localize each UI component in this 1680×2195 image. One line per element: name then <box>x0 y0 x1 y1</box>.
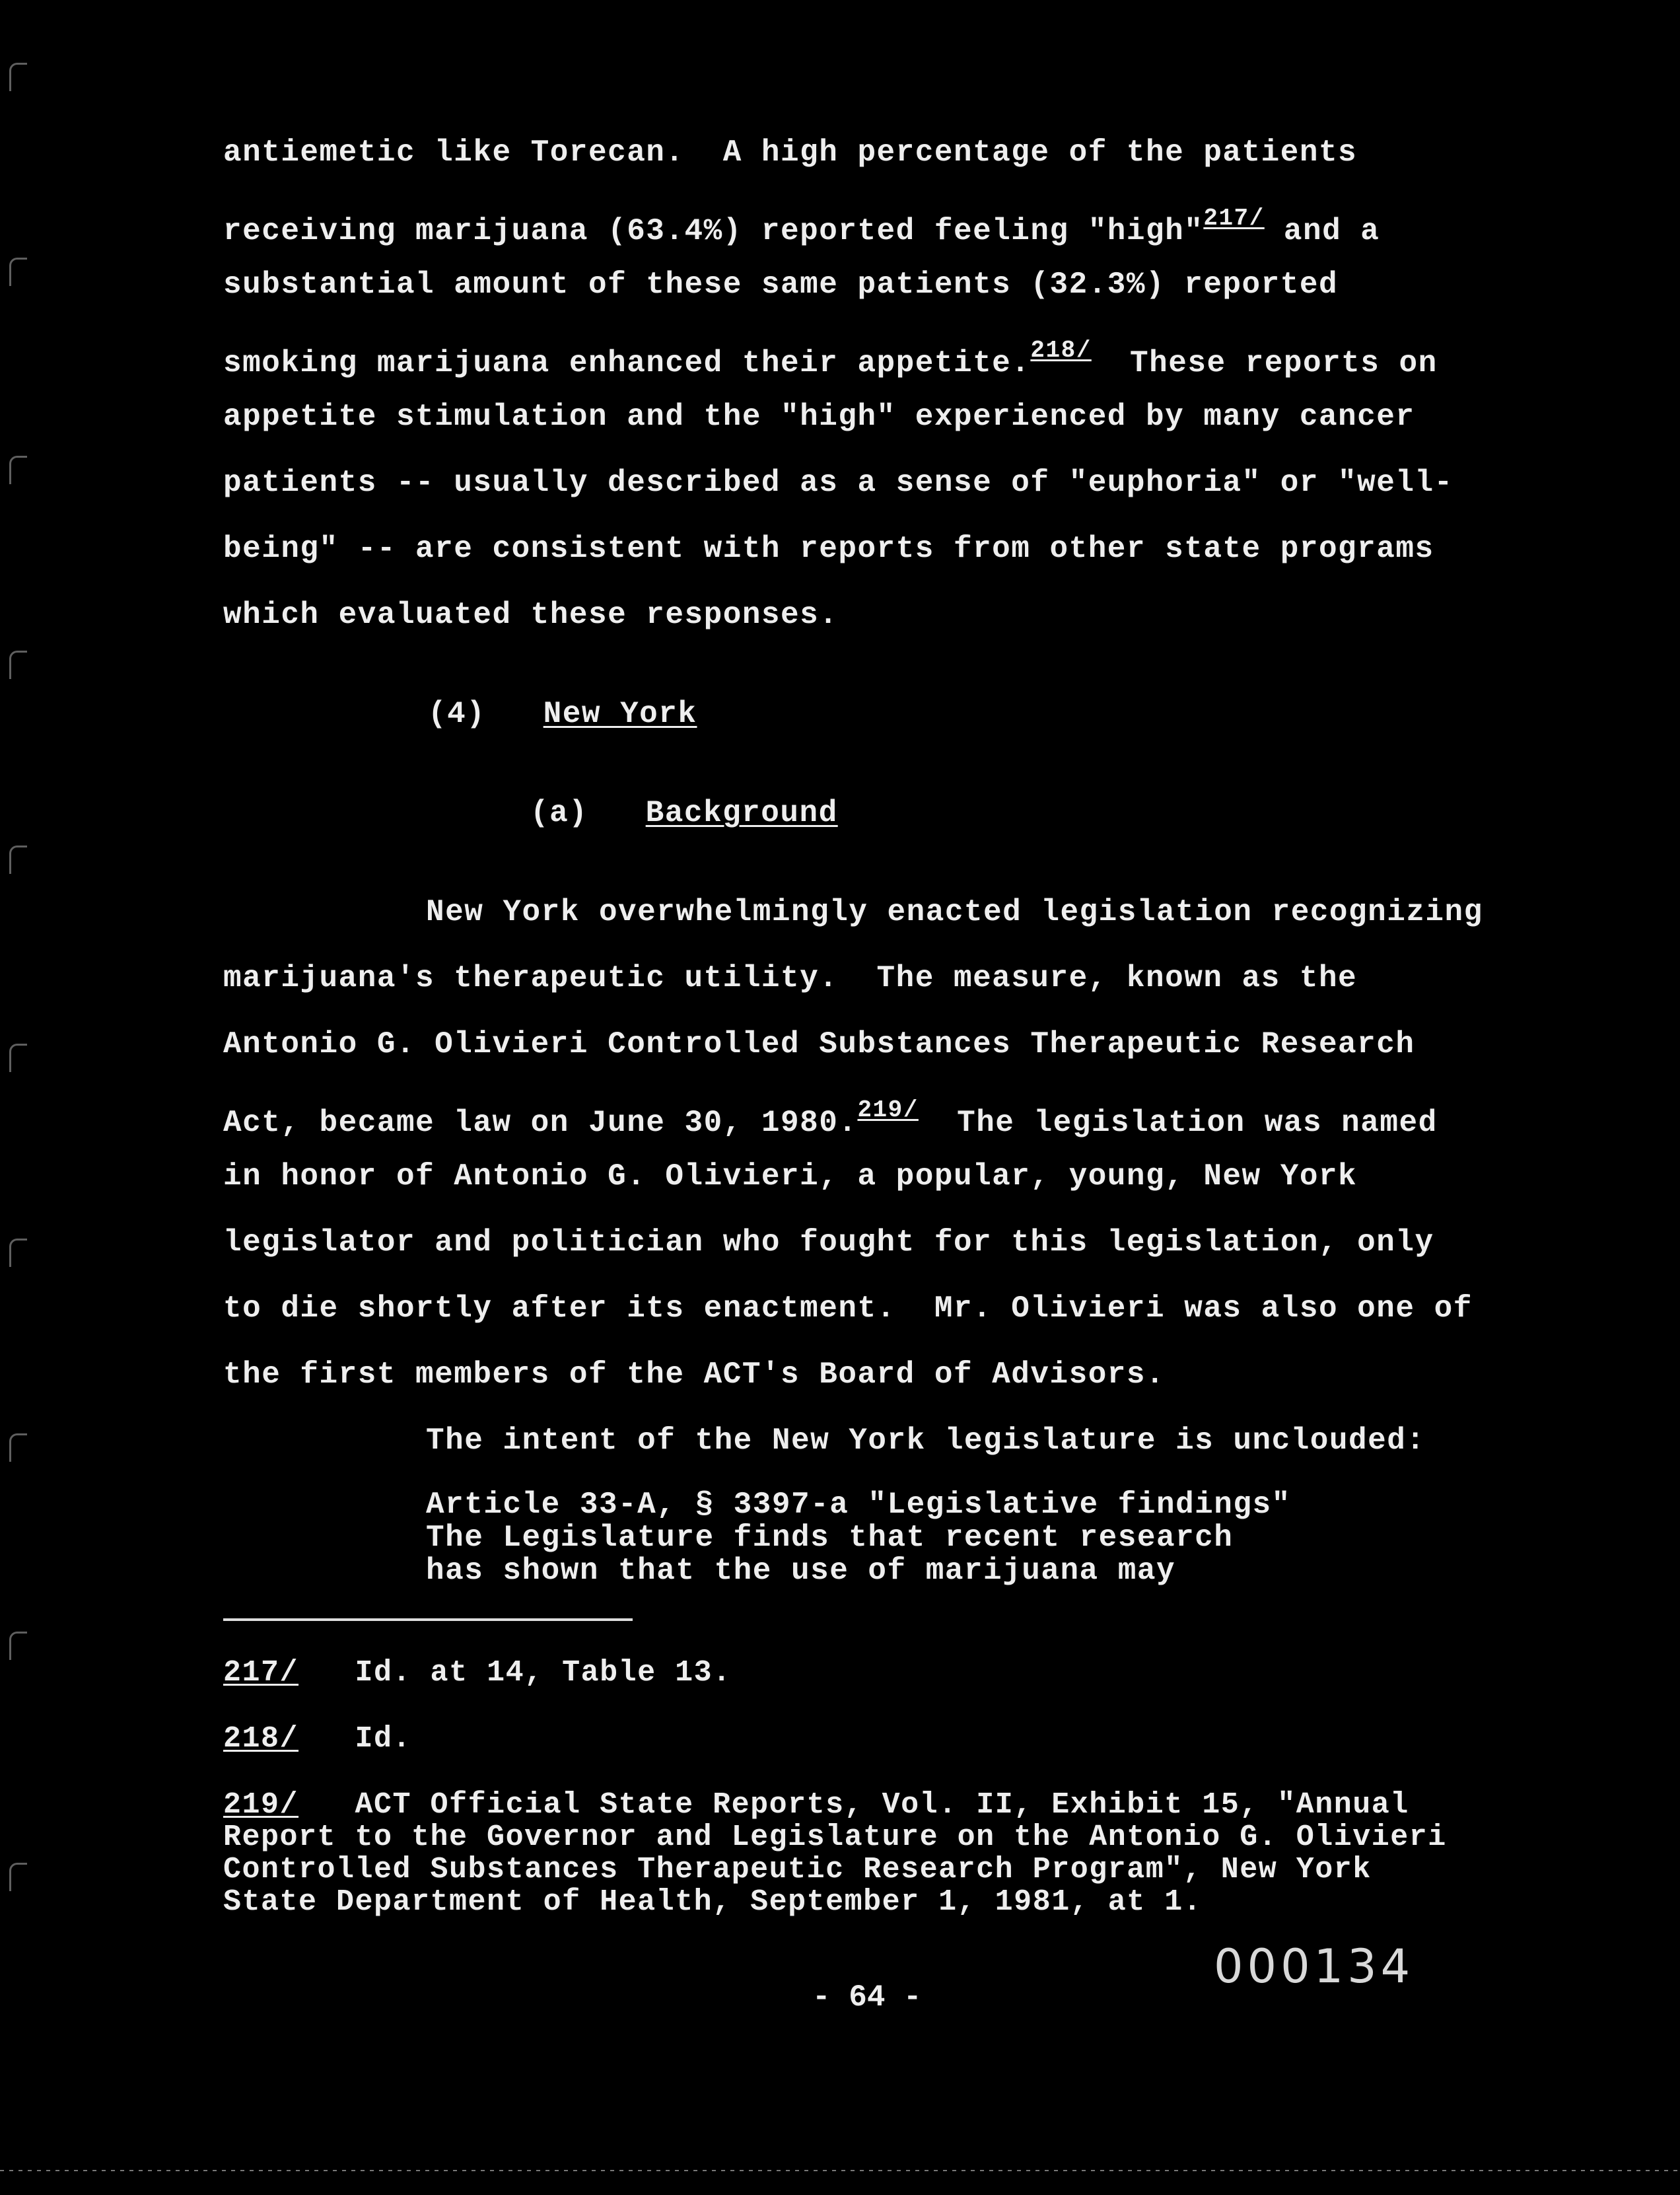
body-line: New York overwhelmingly enacted legislation recognizing <box>426 895 1483 929</box>
body-line: marijuana's therapeutic utility. The measure, known as the <box>223 961 1358 995</box>
scan-edge-mark <box>9 258 27 286</box>
section-heading-a: (a) Background <box>530 796 838 830</box>
scan-edge-mark <box>9 1433 27 1462</box>
footnote-219: 219/ ACT Official State Reports, Vol. II, Exhibit 15, "Annual <box>223 1788 1409 1822</box>
block-quote-line: has shown that the use of marijuana may <box>426 1554 1176 1588</box>
body-line: patients -- usually described as a sense of "euphoria" or "well- <box>223 466 1453 500</box>
section-title-new-york: New York <box>543 697 697 731</box>
body-line: to die shortly after its enactment. Mr. Olivieri was also one of <box>223 1291 1473 1326</box>
body-line: The intent of the New York legislature is unclouded: <box>426 1423 1426 1458</box>
body-line: smoking marijuana enhanced their appetite.$^{218/}$ These reports on <box>223 337 1438 380</box>
body-line: Act, became law on June 30, 1980.$^{219/}$ The legislation was named <box>223 1097 1438 1140</box>
body-line: being" -- are consistent with reports from other state programs <box>223 532 1434 566</box>
body-line: which evaluated these responses. <box>223 598 839 632</box>
scan-edge-mark <box>9 651 27 679</box>
footnote-number: 219/ <box>223 1788 299 1822</box>
section-title-background: Background <box>645 796 838 830</box>
scan-artifact-line <box>0 2170 1680 2171</box>
body-line: legislator and politician who fought for this legislation, only <box>223 1225 1434 1260</box>
scan-edge-mark <box>9 456 27 484</box>
footnote-ref-217[interactable]: 217/ <box>1203 205 1265 232</box>
body-line: antiemetic like Torecan. A high percentage of the patients <box>223 135 1358 170</box>
section-heading-4: (4) New York <box>428 697 697 731</box>
body-line: Antonio G. Olivieri Controlled Substances Therapeutic Research <box>223 1027 1415 1062</box>
footnote-218: 218/ Id. <box>223 1722 412 1756</box>
footnote-number: 217/ <box>223 1656 299 1690</box>
scan-edge-mark <box>9 63 27 91</box>
body-line: receiving marijuana (63.4%) reported feeling "high"$^{217/}$ and a <box>223 205 1380 248</box>
body-line: appetite stimulation and the "high" experienced by many cancer <box>223 400 1415 434</box>
page-number: - 64 - <box>812 1980 922 2015</box>
footnote-217: 217/ Id. at 14, Table 13. <box>223 1656 732 1690</box>
footnote-ref-219[interactable]: 219/ <box>857 1097 919 1124</box>
body-line: the first members of the ACT's Board of Advisors. <box>223 1357 1166 1392</box>
footnote-number: 218/ <box>223 1722 299 1756</box>
footnote-ref-218[interactable]: 218/ <box>1030 337 1092 364</box>
footnote-219-line: Report to the Governor and Legislature on the Antonio G. Olivieri <box>223 1820 1447 1854</box>
body-line: substantial amount of these same patients (32.3%) reported <box>223 268 1339 302</box>
scan-edge-mark <box>9 1632 27 1660</box>
scan-edge-mark <box>9 1044 27 1072</box>
block-quote-line: Article 33-A, § 3397-a "Legislative findings" <box>426 1488 1291 1522</box>
footnote-219-line: State Department of Health, September 1, 1981, at 1. <box>223 1885 1203 1919</box>
bates-number-stamp: 000134 <box>1214 1939 1415 1994</box>
footnote-separator <box>223 1618 633 1621</box>
scan-edge-mark <box>9 1239 27 1267</box>
footnote-219-line: Controlled Substances Therapeutic Research Program", New York <box>223 1853 1372 1887</box>
body-line: in honor of Antonio G. Olivieri, a popular, young, New York <box>223 1159 1358 1194</box>
block-quote-line: The Legislature finds that recent research <box>426 1521 1234 1555</box>
scan-edge-mark <box>9 1863 27 1891</box>
scan-edge-mark <box>9 846 27 874</box>
